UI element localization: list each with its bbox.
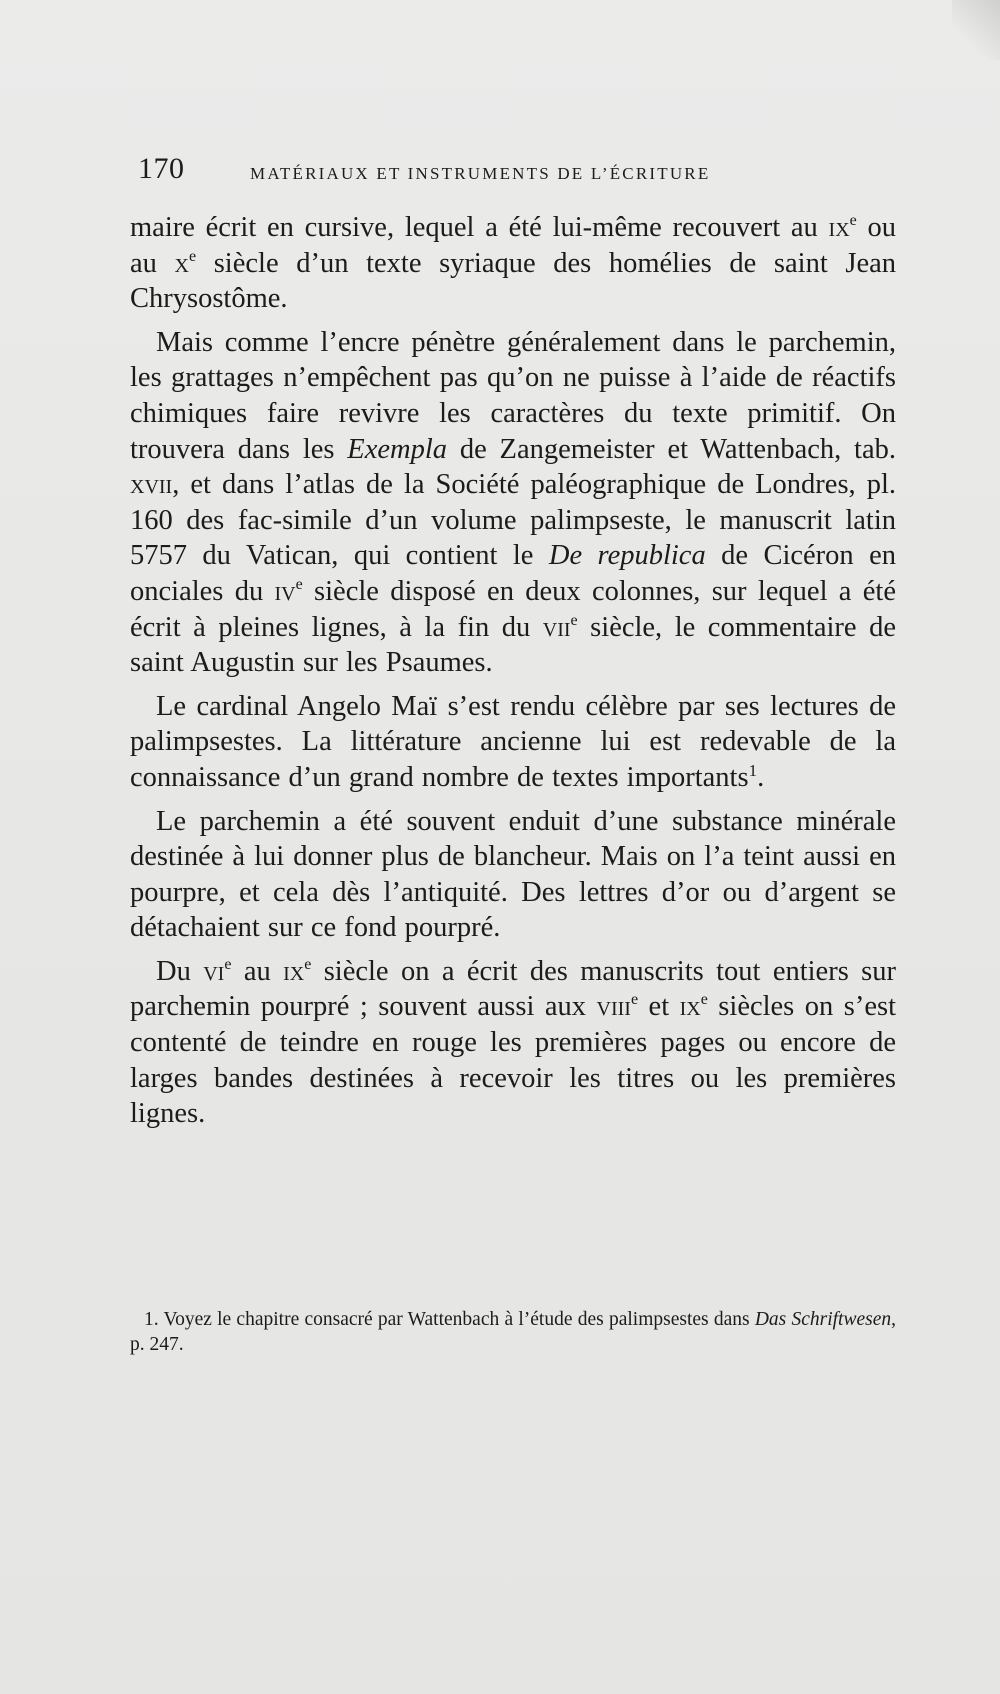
text-run: siècle disposé en deux colonnes, sur lequel a été écrit à pleines lignes, à la fin du xyxy=(130,575,896,643)
text-run: Le parchemin a été souvent enduit d’une substance minérale destinée à lui donner plus de blancheur. Mais on l’a teint aussi en pourpre, et cela dès l’antiquité. Des lettres d’or ou d’argent se détachaient sur ce fond pourpré. xyxy=(130,805,896,944)
superscript: e xyxy=(188,247,197,265)
page-header xyxy=(138,152,838,192)
paragraph-5 xyxy=(130,954,896,1132)
page-number: 170 xyxy=(138,152,185,185)
text-run: et xyxy=(638,991,680,1023)
superscript: e xyxy=(224,955,232,973)
text-run: ou au xyxy=(130,212,896,279)
text-run: Du xyxy=(156,955,204,987)
roman-numeral: vii xyxy=(542,611,571,643)
text-run: de Zangemeister et Wattenbach, tab. xyxy=(447,433,896,465)
text-run: . xyxy=(757,761,765,793)
text-run: , et dans l’atlas de la Société paléographique de Londres, pl. 160 des fac-simile d’un volume palimpseste, le manuscrit latin 5757 du Vatican, qui contient le xyxy=(130,469,896,572)
text-run: Mais comme l’encre pénètre généralement dans le parchemin, les grattages n’empêchent pas qu’on ne puisse à l’aide de réactifs chimiques faire revivre les caractères du texte primitif. On trouvera dans les xyxy=(130,326,896,465)
text-run: siècle on a écrit des manuscrits tout entiers sur parchemin pourpré ; souvent aussi aux xyxy=(130,955,896,1023)
page-corner-crease xyxy=(952,0,1000,60)
superscript: e xyxy=(700,991,708,1009)
paragraph-1 xyxy=(130,210,896,317)
paragraph-4 xyxy=(130,804,896,946)
text-run: Le cardinal Angelo Maï s’est rendu célèbre par ses lectures de palimpsestes. La littérature ancienne lui est redevable de la connaissance d’un grand nombre de textes importants xyxy=(130,690,896,793)
text-run: maire écrit en cursive, lequel a été lui-même recouvert au xyxy=(130,212,829,243)
superscript: e xyxy=(295,575,303,593)
paragraph-3 xyxy=(130,689,896,796)
superscript: e xyxy=(304,955,312,973)
paragraph-2 xyxy=(130,325,896,681)
italic-title: De republica xyxy=(548,540,706,572)
roman-numeral: xvii xyxy=(130,469,173,501)
roman-numeral: x xyxy=(174,247,189,279)
roman-numeral: ix xyxy=(828,212,850,243)
text-run: au xyxy=(231,955,284,987)
superscript: e xyxy=(849,212,857,229)
superscript: e xyxy=(630,991,639,1009)
footnote-reference[interactable]: 1 xyxy=(748,760,758,780)
footnote-number: 1. xyxy=(144,1309,159,1330)
roman-numeral: viii xyxy=(596,991,631,1023)
roman-numeral: iv xyxy=(274,575,296,607)
italic-title: Das Schriftwesen xyxy=(754,1309,892,1330)
running-head: MATÉRIAUX ET INSTRUMENTS DE L’ÉCRITURE xyxy=(250,164,711,183)
text-run: de Cicéron en onciales du xyxy=(130,540,896,607)
text-run: siècle d’un texte syriaque des homélies de saint Jean Chrysostôme. xyxy=(130,247,896,315)
roman-numeral: ix xyxy=(679,991,701,1023)
body-text xyxy=(130,210,896,1140)
footnote xyxy=(130,1307,896,1357)
text-run: siècles on s’est contenté de teindre en rouge les premières pages ou encore de larges bandes destinées à recevoir les titres ou les premières lignes. xyxy=(130,991,896,1130)
italic-title: Exempla xyxy=(347,433,448,465)
text-run: , p. 247. xyxy=(130,1309,896,1355)
superscript: e xyxy=(570,611,578,629)
roman-numeral: ix xyxy=(283,955,305,987)
text-run: siècle, le commentaire de saint Augustin sur les Psaumes. xyxy=(130,611,896,679)
roman-numeral: vi xyxy=(203,955,225,987)
text-run: Voyez le chapitre consacré par Wattenbach à l’étude des palimpsestes dans xyxy=(158,1309,755,1330)
